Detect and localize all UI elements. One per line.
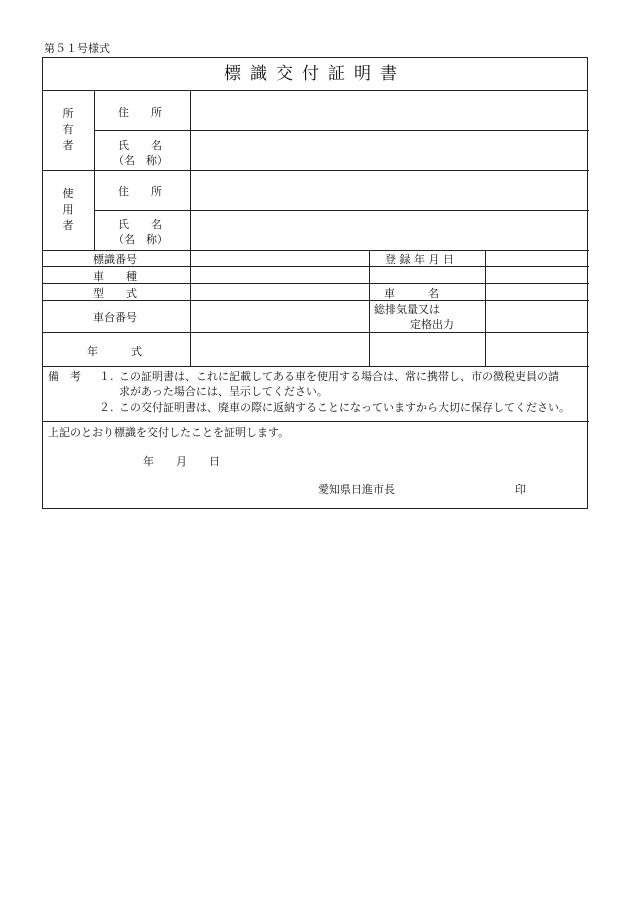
- model-label: 型 式: [93, 287, 137, 300]
- owner-address-label: 住 所: [118, 106, 162, 119]
- certification-statement: 上記のとおり標識を交付したことを証明します。: [48, 426, 290, 439]
- user-name-label: 氏 名: [118, 218, 162, 231]
- user-address-label: 住 所: [118, 185, 162, 198]
- remarks-item1-line2: 求があった場合には、呈示してください。: [119, 385, 328, 398]
- remarks-item2-number: ２.: [99, 401, 114, 414]
- chassis-number-label: 車台番号: [93, 311, 137, 324]
- remarks-item1-number: １.: [99, 370, 114, 383]
- owner-name-sublabel: （名 称）: [113, 154, 168, 167]
- user-address-field[interactable]: [191, 171, 589, 210]
- vehicle-name-field[interactable]: [486, 284, 589, 300]
- model-year-extra-field-1[interactable]: [370, 333, 485, 366]
- remarks-label: 備 考: [48, 370, 81, 383]
- plate-number-field[interactable]: [191, 251, 369, 266]
- form-title: 標識交付証明書: [43, 58, 587, 91]
- user-group-label: 使 用 者: [62, 187, 74, 232]
- displacement-label-line1: 総排気量又は: [374, 303, 440, 316]
- displacement-label-line2: 定格出力: [410, 318, 454, 331]
- vehicle-type-field[interactable]: [191, 267, 589, 283]
- seal-mark: 印: [515, 483, 526, 496]
- model-year-field[interactable]: [191, 333, 369, 366]
- issuer-name: 愛知県日進市長: [318, 483, 395, 496]
- certificate-form: [42, 57, 588, 509]
- user-name-sublabel: （名 称）: [113, 233, 168, 246]
- registration-date-label: 登 録 年 月 日: [385, 253, 454, 266]
- model-year-label: 年 式: [87, 345, 142, 358]
- owner-name-field[interactable]: [191, 131, 589, 170]
- owner-name-label: 氏 名: [118, 139, 162, 152]
- chassis-number-field[interactable]: [191, 301, 369, 332]
- user-name-field[interactable]: [191, 211, 589, 250]
- owner-group-label: 所 有 者: [62, 107, 74, 152]
- form-number: 第５１号様式: [44, 42, 110, 55]
- remarks-item2-line1: この交付証明書は、廃車の際に返納することになっていますから大切に保存してください。: [119, 401, 570, 414]
- vehicle-type-label: 車 種: [93, 270, 137, 283]
- model-field[interactable]: [191, 284, 369, 300]
- plate-number-label: 標識番号: [93, 253, 137, 266]
- model-year-extra-field-2[interactable]: [486, 333, 589, 366]
- vehicle-name-label: 車 名: [384, 287, 439, 300]
- remarks-item1-line1: この証明書は、これに記載してある車を使用する場合は、常に携帯し、市の徴税吏員の請: [119, 370, 559, 383]
- displacement-field[interactable]: [486, 301, 589, 332]
- owner-address-field[interactable]: [191, 92, 589, 130]
- certification-date: 年 月 日: [143, 455, 220, 468]
- registration-date-field[interactable]: [486, 251, 589, 266]
